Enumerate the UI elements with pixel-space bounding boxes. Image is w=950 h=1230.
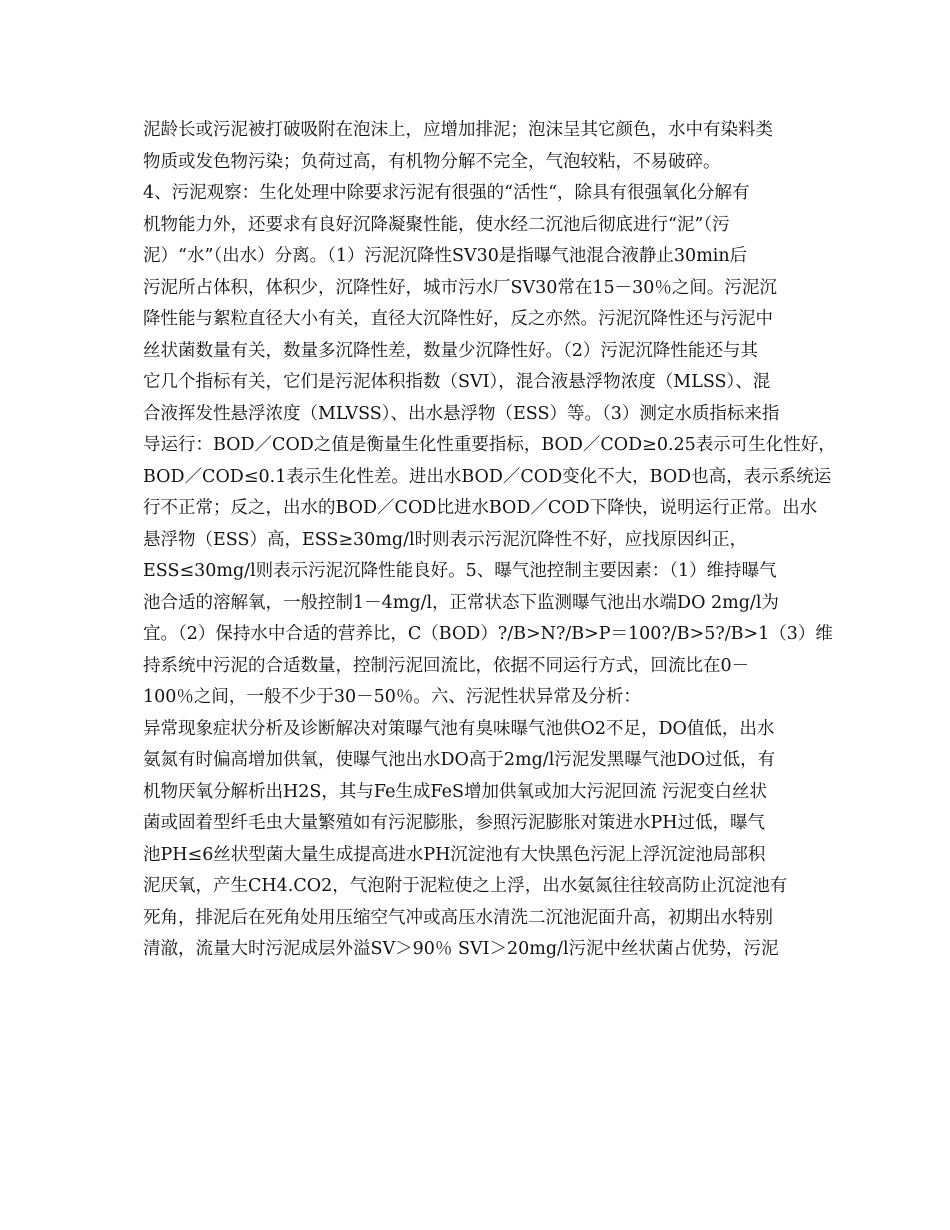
text-line: 丝状菌数量有关，数量多沉降性差，数量少沉降性好。（2）污泥沉降性能还与其 xyxy=(143,340,758,361)
text-line: BOD／COD≤0.1表示生化性差。进出水BOD／COD变化不大，BOD也高，表示系统运 xyxy=(143,466,832,487)
text-line: 菌或固着型纤毛虫大量繁殖如有污泥膨胀，参照污泥膨胀对策进水PH过低，曝气 xyxy=(143,813,766,833)
text-line: 泥）“水”（出水）分离。（1）污泥沉降性SV30是指曝气池混合液静止30min后 xyxy=(143,246,748,266)
text-line: 4、污泥观察：生化处理中除要求污泥有很强的“活性“，除具有很强氧化分解有 xyxy=(143,183,750,203)
text-line: 污泥所占体积，体积少，沉降性好，城市污水厂SV30常在15－30％之间。污泥沉 xyxy=(143,277,777,298)
text-line: 机物厌氧分解析出H2S，其与Fe生成FeS增加供氧或加大污泥回流 污泥变白丝状 xyxy=(143,781,768,802)
text-line: 悬浮物（ESS）高，ESS≥30mg/l时则表示污泥沉降性不好，应找原因纠正， xyxy=(143,529,748,550)
text-line: 导运行：BOD／COD之值是衡量生化性重要指标，BOD／COD≥0.25表示可生化性好， xyxy=(143,435,836,455)
text-line: 物质或发色物污染；负荷过高，有机物分解不完全，气泡较粘，不易破碎。 xyxy=(143,151,721,172)
text-line: 降性能与絮粒直径大小有关，直径大沉降性好，反之亦然。污泥沉降性还与污泥中 xyxy=(143,309,773,329)
text-line: 氨氮有时偏高增加供氧，使曝气池出水DO高于2mg/l污泥发黑曝气池DO过低，有 xyxy=(143,750,776,770)
text-line: 行不正常；反之，出水的BOD／COD比进水BOD／COD下降快，说明运行正常。出水 xyxy=(143,498,818,518)
text-line: 100％之间，一般不少于30－50％。六、污泥性状异常及分析： xyxy=(143,687,641,707)
text-line: 池PH≤6丝状型菌大量生成提高进水PH沉淀池有大快黑色污泥上浮沉淀池局部积 xyxy=(143,844,766,865)
body-text xyxy=(143,115,836,966)
text-line: 清澈，流量大时污泥成层外溢SV＞90％ SVI＞20mg/l污泥中丝状菌占优势，污泥 xyxy=(143,939,779,959)
text-line: 异常现象症状分析及诊断解决对策曝气池有臭味曝气池供O2不足，DO值低，出水 xyxy=(143,718,775,739)
text-line: 它几个指标有关，它们是污泥体积指数（SVI），混合液悬浮物浓度（MLSS）、混 xyxy=(143,372,771,392)
text-line: 池合适的溶解氧，一般控制1－4mg/l，正常状态下监测曝气池出水端DO 2mg/l为 xyxy=(143,592,779,613)
text-line: ESS≤30mg/l则表示污泥沉降性能良好。5、曝气池控制主要因素：（1）维持曝气 xyxy=(143,561,777,581)
text-line: 死角，排泥后在死角处用压缩空气冲或高压水清洗二沉池泥面升高，初期出水特别 xyxy=(143,907,773,928)
text-line: 机物能力外，还要求有良好沉降凝聚性能，使水经二沉池后彻底进行“泥”（污 xyxy=(143,214,730,235)
text-line: 持系统中污泥的合适数量，控制污泥回流比，依据不同运行方式，回流比在0－ xyxy=(143,655,750,676)
text-line: 宜。（2）保持水中合适的营养比，C（BOD）?/B>N?/B>P＝100?/B>5?/B>1（3）维 xyxy=(143,624,833,644)
text-line: 合液挥发性悬浮浓度（MLVSS）、出水悬浮物（ESS）等。（3）测定水质指标来指 xyxy=(143,403,780,424)
text-line: 泥龄长或污泥被打破吸附在泡沫上，应增加排泥；泡沫呈其它颜色，水中有染料类 xyxy=(143,120,773,140)
text-line: 泥厌氧，产生CH4.CO2，气泡附于泥粒使之上浮，出水氨氮往往较高防止沉淀池有 xyxy=(143,876,788,896)
